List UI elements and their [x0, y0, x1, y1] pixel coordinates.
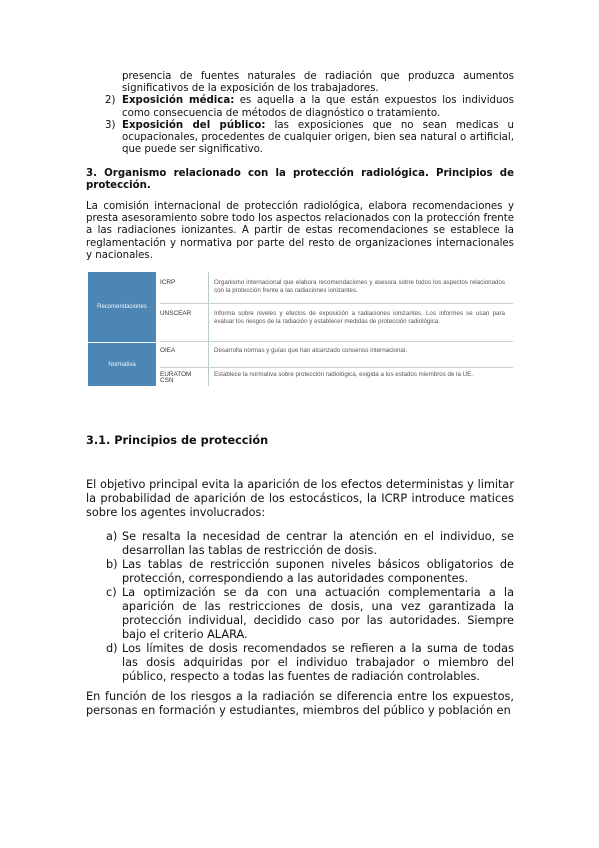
principle-text: Los límites de dosis recomendados se refieren a la suma de todas las dosis adquiridas por el individuo trabajador o miembro del público, respecto a todas las fuentes de radiación controlables. [122, 642, 514, 683]
list-letter: d) [106, 642, 118, 655]
org-description: Desarrolla normas y guías que han alcanzado consenso internacional. [214, 347, 407, 354]
exposure-section [86, 71, 514, 156]
principle-text: Se resalta la necesidad de centrar la atención en el individuo, se desarrollan las tablas de restricción de dosis. [122, 530, 514, 557]
term-text: es aquella a la que están expuestos los individuos como consecuencia de métodos de diagnóstico o tratamiento. [122, 95, 514, 119]
list-item [86, 95, 514, 119]
section-3-heading: 3. Organismo relacionado con la protección radiológica. Principios de protección. [86, 168, 514, 192]
org-description: Informa sobre niveles y efectos de exposición a radiaciones ionizantes. Los informes se usan para evaluar los riesgos de la radiación y establecer medidas de protección radiológica. [214, 310, 505, 325]
list-item [86, 642, 514, 684]
list-item [86, 558, 514, 586]
group-label-recomendaciones: Recomendaciones [88, 272, 156, 342]
term-text: las exposiciones que no sean medicas u ocupacionales, procedentes de cualquier origen, bien sea natural o artificial, que puede ser significativo. [122, 119, 515, 156]
section-3-paragraph: La comisión internacional de protección radiológica, elabora recomendaciones y presta asesoramiento sobre todo los aspectos relacionados con la protección frente a las radiaciones ionizantes. A partir de estas recomendaciones se establece la reglamentación y normativa por parte del resto de organizaciones internacionales y nacionales. [86, 201, 514, 261]
org-name: EURATOM [160, 371, 192, 378]
org-description: Organismo internacional que elabora recomendaciones y asesora sobre todos los aspectos relacionados con la protección frente a las radiaciones ionizantes. [214, 279, 505, 294]
org-name: UNSCEAR [160, 310, 192, 317]
list-number: 2) [105, 95, 116, 107]
list-item [86, 120, 514, 157]
list-item [86, 586, 514, 642]
exposure-list [86, 95, 514, 156]
principle-text: Las tablas de restricción suponen niveles básicos obligatorios de protección, correspondiendo a las autoridades componentes. [122, 558, 514, 585]
term: Exposición médica: [122, 95, 235, 107]
final-paragraph: En función de los riesgos a la radiación se diferencia entre los expuestos, personas en formación y estudiantes, miembros del público y población en [86, 690, 514, 717]
org-description: Establece la normativa sobre protección radiológica, exigida a los estados miembros de la UE. [214, 371, 473, 378]
intro-continuation: presencia de fuentes naturales de radiación que produzca aumentos significativos de la exposición de los trabajadores. [122, 71, 514, 95]
principles-list [86, 530, 514, 684]
list-letter: a) [106, 530, 118, 543]
section-3-1-heading: 3.1. Principios de protección [86, 434, 269, 447]
term: Exposición del público: [122, 119, 266, 131]
list-number: 3) [105, 119, 116, 131]
list-item [86, 530, 514, 558]
org-name: CSN [160, 377, 174, 384]
principle-text: La optimización se da con una actuación complementaria a la aparición de las restricciones de dosis, una vez garantizada la protección individual, decidido caso por las autoridades. Siempre bajo el criterio ALARA. [122, 586, 514, 641]
org-name: OIEA [160, 347, 176, 354]
org-name: ICRP [160, 279, 176, 286]
table-last-row-wrap [88, 272, 513, 386]
section-3-1-paragraph: El objetivo principal evita la aparición de los efectos deterministas y limitar la probabilidad de aparición de los estocásticos, la ICRP introduce matices sobre los agentes involucrados: [86, 478, 514, 519]
list-letter: c) [106, 586, 117, 599]
group-label-normativa: Normativa [88, 343, 156, 386]
list-letter: b) [106, 558, 118, 571]
